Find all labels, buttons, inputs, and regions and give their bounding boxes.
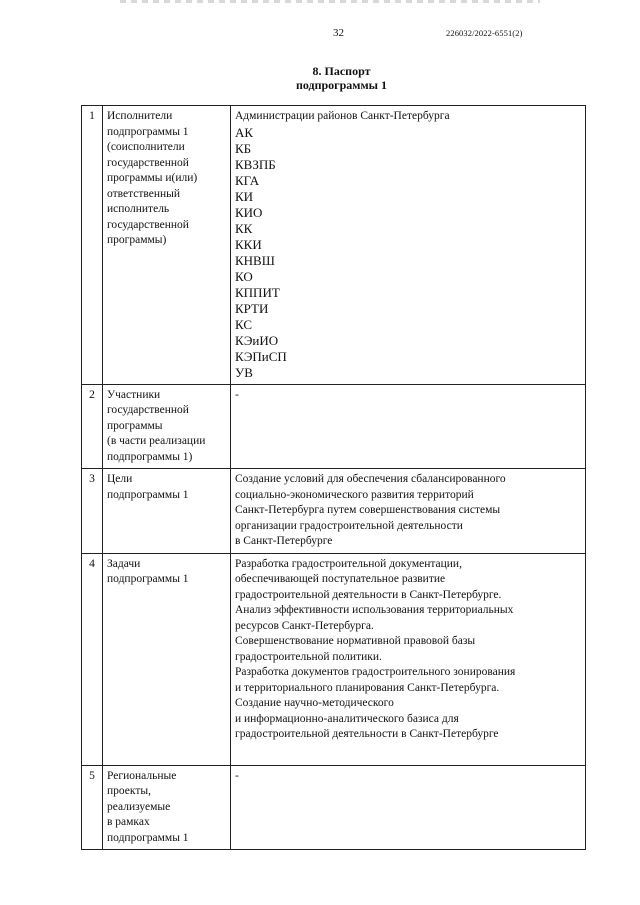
executor-item: КС: [235, 316, 253, 332]
value-line: и территориального планирования Санкт-Петербурга.: [235, 681, 500, 694]
row-value: [231, 553, 586, 765]
row-number: 1: [82, 106, 103, 385]
row-value: [231, 106, 586, 385]
executor-item: КППИТ: [235, 284, 280, 300]
table-row: [82, 106, 586, 385]
value-line: обеспечивающей поступательное развитие: [235, 573, 446, 585]
value-line: социально-экономического развития территорий: [235, 488, 474, 501]
row-label: Исполнители подпрограммы 1 (соисполнители государственной программы и(или) ответственный исполнитель государственной программы): [103, 106, 231, 385]
row-value: [231, 469, 586, 554]
executor-item: КО: [235, 268, 253, 284]
executor-item: АК: [235, 124, 254, 140]
section-title: [0, 64, 640, 92]
executor-item: КБ: [235, 140, 252, 156]
row-number: 4: [82, 553, 103, 765]
value-line: Совершенствование нормативной правовой базы: [235, 635, 476, 647]
section-title-line-1: 8. Паспорт: [312, 64, 371, 78]
passport-table: [81, 105, 586, 850]
executor-item: КЭиИО: [235, 332, 279, 348]
value-line: Разработка документов градостроительного зонирования: [235, 666, 516, 678]
executor-item: КГА: [235, 172, 260, 188]
row-value: -: [231, 384, 586, 469]
value-line: ресурсов Санкт-Петербурга.: [235, 619, 374, 632]
table-row: [82, 765, 586, 850]
executor-item: КВЗПБ: [235, 156, 276, 172]
table-row: [82, 469, 586, 554]
executor-item: ККИ: [235, 236, 262, 252]
document-number: 226032/2022-6551(2): [446, 28, 523, 38]
value-line: Создание научно-методического: [235, 697, 394, 709]
value-line: градостроительной деятельности в Санкт-Петербурге: [235, 728, 499, 740]
value-line: Создание условий для обеспечения сбалансированного: [235, 473, 506, 485]
table-row: [82, 553, 586, 765]
value-line: в Санкт-Петербурге: [235, 535, 333, 547]
value-line: Администрации районов Санкт-Петербурга: [235, 110, 450, 122]
row-number: 2: [82, 384, 103, 469]
executor-item: УВ: [235, 364, 253, 380]
table-row: [82, 384, 586, 469]
executor-item: КИ: [235, 188, 254, 204]
value-line: организации градостроительной деятельности: [235, 519, 463, 532]
scan-artifact: [120, 0, 540, 3]
row-label: Задачи подпрограммы 1: [103, 553, 231, 765]
row-label: Цели подпрограммы 1: [103, 469, 231, 554]
executor-item: КК: [235, 220, 253, 236]
value-line: Анализ эффективности использования территориальных: [235, 604, 514, 616]
page-number: 32: [333, 27, 344, 39]
value-line: и информационно-аналитического базиса для: [235, 712, 459, 725]
value-line: Разработка градостроительной документации,: [235, 557, 462, 570]
executor-item: КЭПиСП: [235, 348, 287, 364]
section-title-line-2: подпрограммы 1: [295, 78, 388, 92]
executor-item: КРТИ: [235, 300, 269, 316]
value-line: градостроительной политики.: [235, 650, 382, 663]
row-label: Региональные проекты, реализуемые в рамках подпрограммы 1: [103, 765, 231, 850]
row-number: 5: [82, 765, 103, 850]
row-value: -: [231, 765, 586, 850]
executor-item: КИО: [235, 204, 263, 220]
executor-item: КНВШ: [235, 252, 275, 268]
row-label: Участники государственной программы (в части реализации подпрограммы 1): [103, 384, 231, 469]
value-line: градостроительной деятельности в Санкт-Петербурге.: [235, 588, 502, 601]
value-line: Санкт-Петербурга путем совершенствования системы: [235, 504, 501, 516]
row-number: 3: [82, 469, 103, 554]
